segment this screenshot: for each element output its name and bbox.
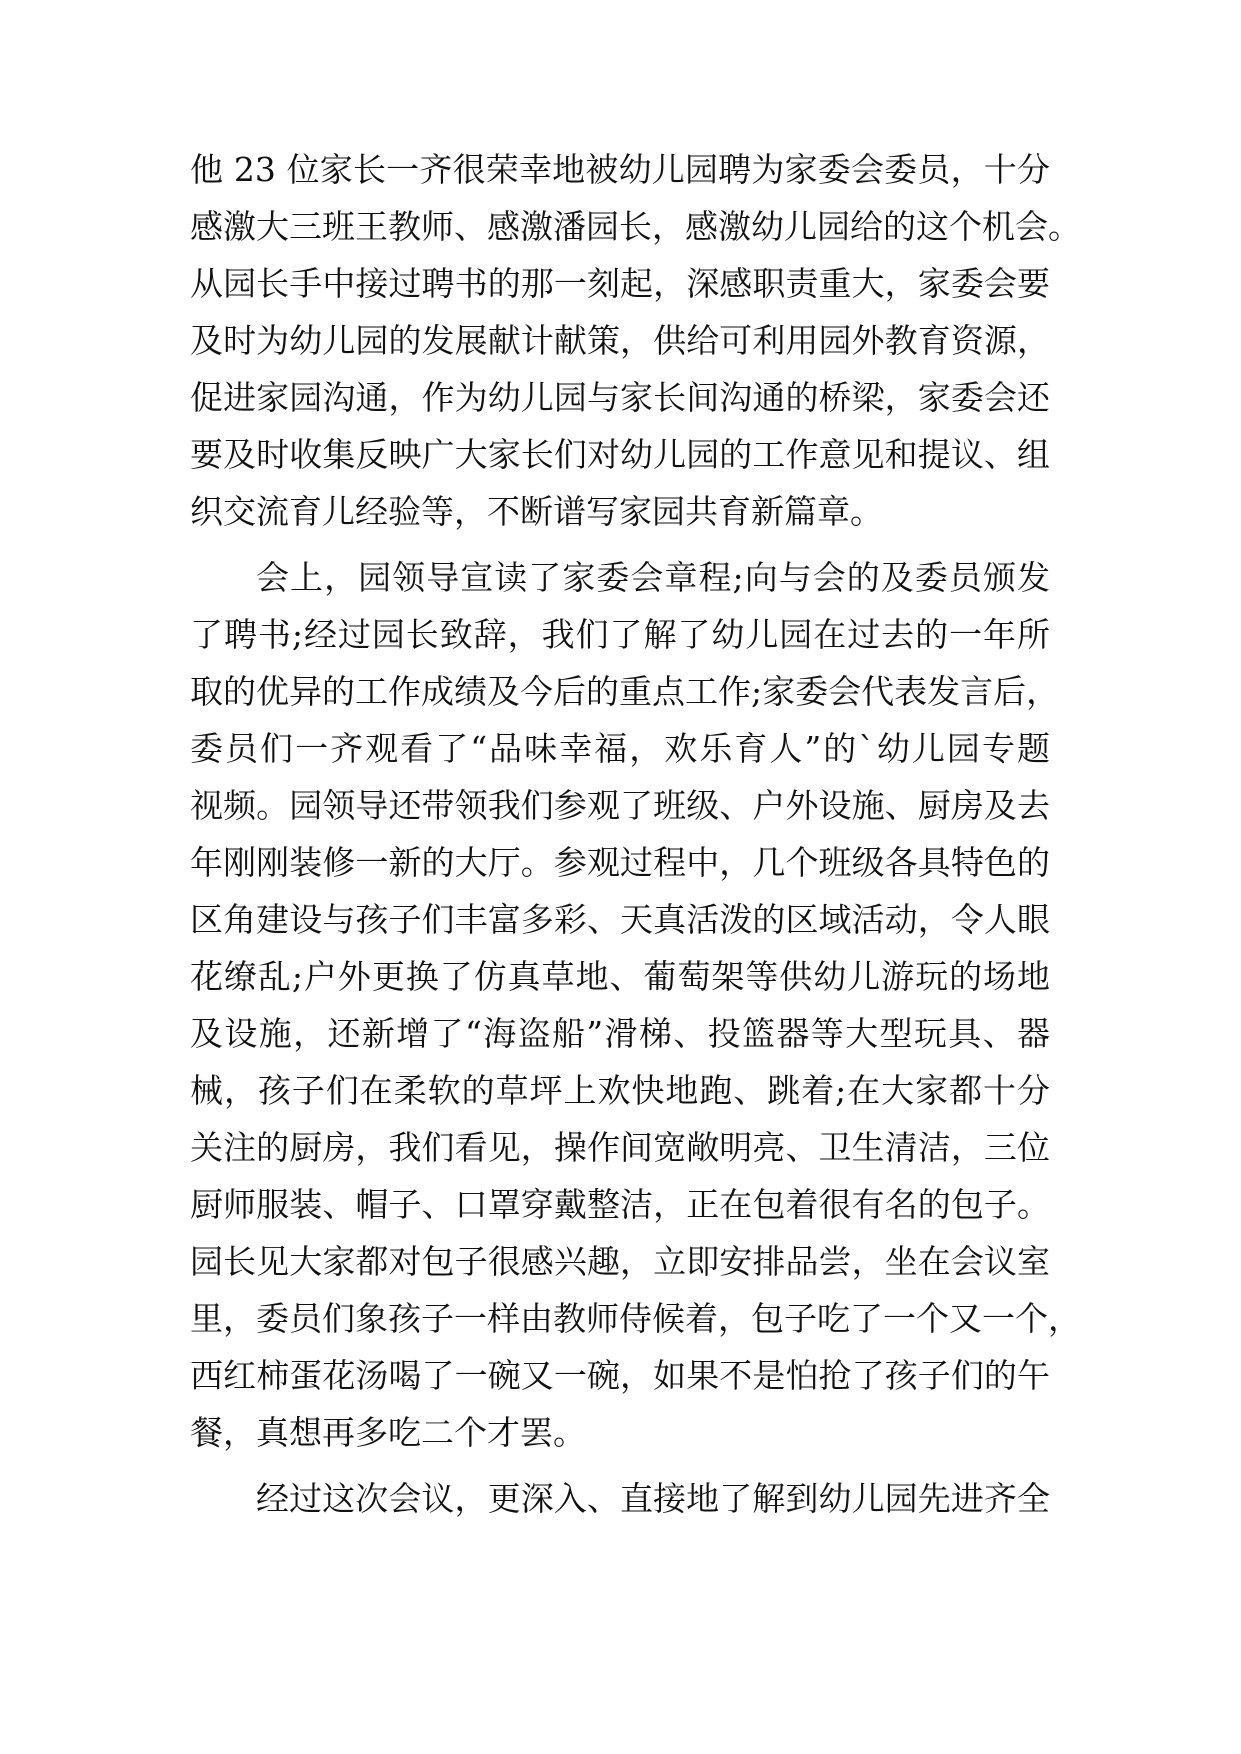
text-line: 视频。园领导还带领我们参观了班级、户外设施、厨房及去 [190, 786, 1050, 825]
text-line: 感激大三班王教师、感激潘园长，感激幼儿园给的这个机会。 [190, 207, 1081, 246]
text-line: 及设施，还新增了“海盗船”滑梯、投篮器等大型玩具、器 [190, 1014, 1050, 1053]
text-line: 厨师服装、帽子、口罩穿戴整洁，正在包着很有名的包子。 [190, 1185, 1050, 1224]
text-line: 关注的厨房，我们看见，操作间宽敞明亮、卫生清洁，三位 [190, 1128, 1050, 1167]
text-line: 园长见大家都对包子很感兴趣，立即安排品尝，坐在会议室 [190, 1242, 1050, 1281]
text-line: 他 23 位家长一齐很荣幸地被幼儿园聘为家委会委员，十分 [190, 150, 1050, 189]
text-line: 区角建设与孩子们丰富多彩、天真活泼的区域活动，令人眼 [190, 900, 1050, 939]
text-line: 织交流育儿经验等，不断谱写家园共育新篇章。 [190, 492, 883, 531]
text-line: 取的优异的工作成绩及今后的重点工作;家委会代表发言后， [190, 672, 1060, 711]
text-line: 花缭乱;户外更换了仿真草地、葡萄架等供幼儿游玩的场地 [190, 957, 1050, 996]
text-line: 里，委员们象孩子一样由教师侍候着，包子吃了一个又一个， [190, 1299, 1081, 1338]
text-line: 从园长手中接过聘书的那一刻起，深感职责重大，家委会要 [190, 264, 1050, 303]
text-line: 要及时收集反映广大家长们对幼儿园的工作意见和提议、组 [190, 435, 1050, 474]
text-line: 械，孩子们在柔软的草坪上欢快地跑、跳着;在大家都十分 [190, 1071, 1050, 1110]
text-line: 委员们一齐观看了“品味幸福，欢乐育人”的`幼儿园专题 [190, 729, 1050, 768]
text-line: 年刚刚装修一新的大厅。参观过程中，几个班级各具特色的 [190, 843, 1050, 882]
text-line: 促进家园沟通，作为幼儿园与家长间沟通的桥梁，家委会还 [190, 378, 1050, 417]
paragraph-start-line: 会上，园领导宣读了家委会章程;向与会的及委员颁发 [256, 558, 1050, 597]
text-line: 及时为幼儿园的发展献计献策，供给可利用园外教育资源， [190, 321, 1050, 360]
text-line: 了聘书;经过园长致辞，我们了解了幼儿园在过去的一年所 [190, 615, 1050, 654]
paragraph-start-line: 经过这次会议，更深入、直接地了解到幼儿园先进齐全 [256, 1479, 1050, 1518]
text-line: 餐，真想再多吃二个才罢。 [190, 1413, 586, 1452]
text-line: 西红柿蛋花汤喝了一碗又一碗，如果不是怕抢了孩子们的午 [190, 1356, 1050, 1395]
